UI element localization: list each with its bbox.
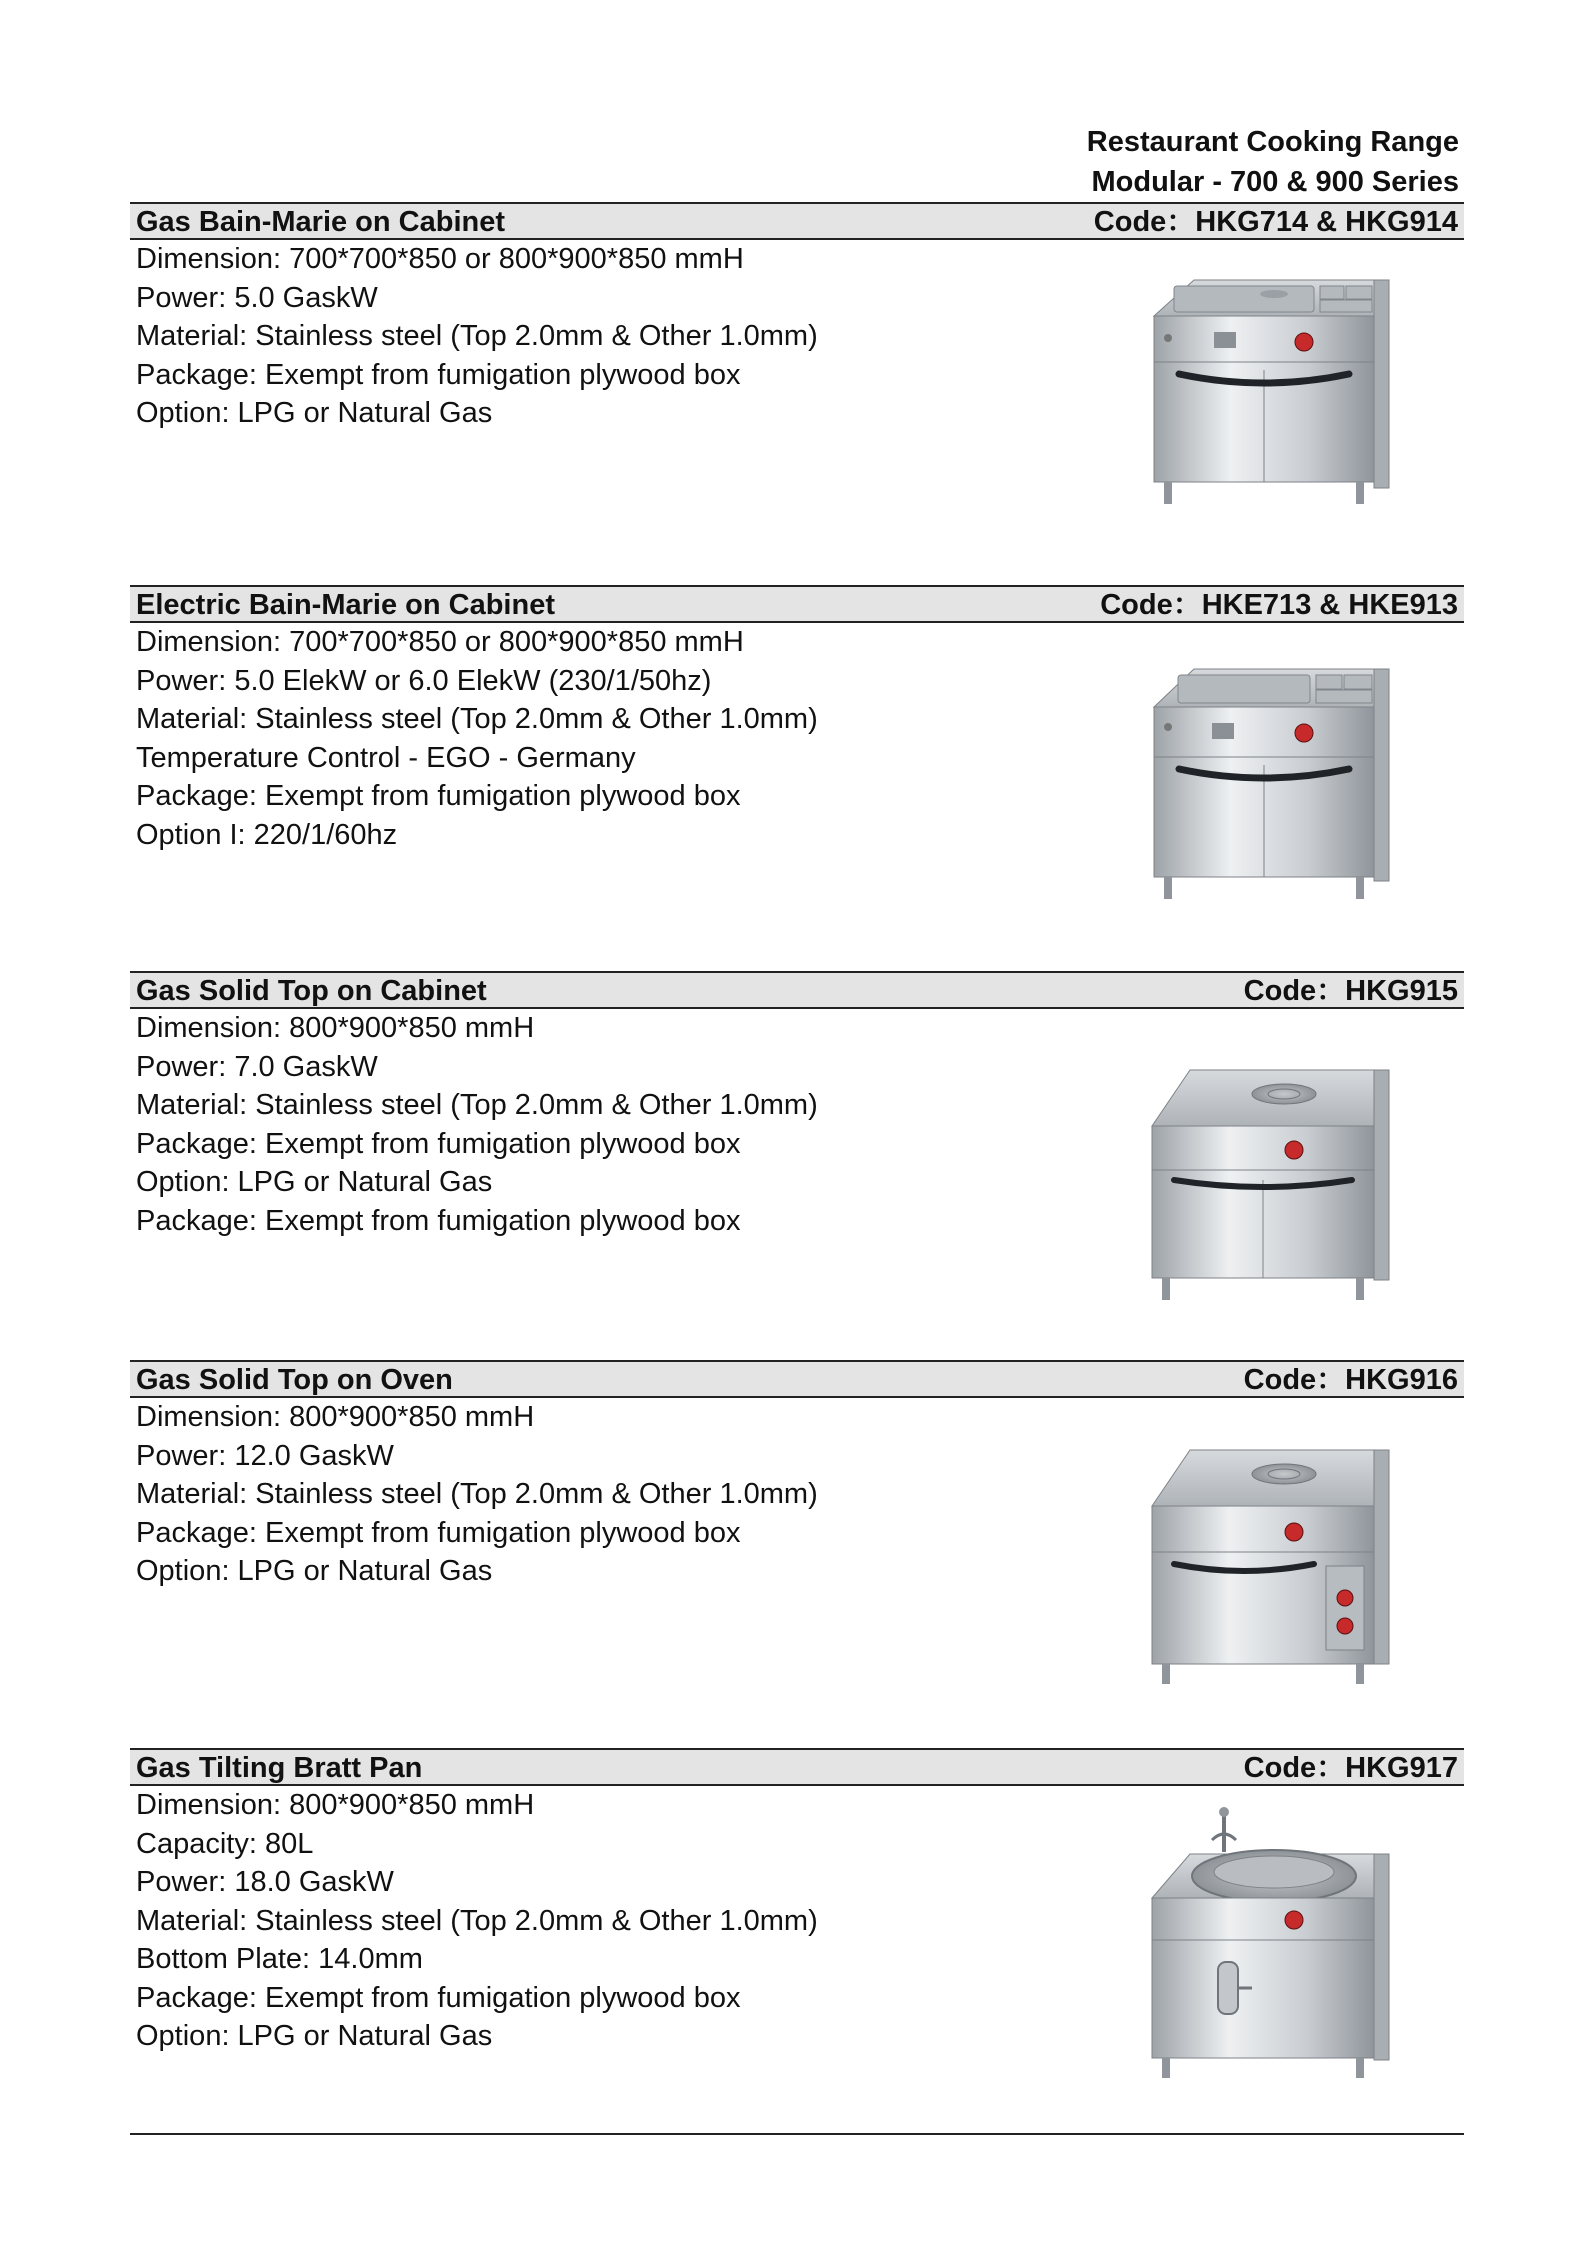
product-title: Electric Bain-Marie on Cabinet	[136, 589, 555, 621]
product-section-2	[130, 585, 1464, 854]
section-header-bar	[130, 202, 1464, 240]
section-header-bar	[130, 1360, 1464, 1398]
solid-top-oven-photo	[1134, 1426, 1394, 1726]
bottom-rule	[130, 2133, 1464, 2135]
spec-line: Power: 18.0 GaskW	[136, 1866, 394, 1898]
bain-marie-electric-photo	[1134, 655, 1394, 955]
spec-line: Material: Stainless steel (Top 2.0mm & Other 1.0mm)	[136, 1478, 818, 1510]
product-section-5	[130, 1748, 1464, 2056]
spec-line: Option: LPG or Natural Gas	[136, 1555, 493, 1587]
product-title: Gas Bain-Marie on Cabinet	[136, 206, 506, 238]
product-code: Code：HKE713 & HKE913	[1100, 589, 1458, 621]
product-section-4	[130, 1360, 1464, 1591]
spec-line: Capacity: 80L	[136, 1827, 314, 1860]
product-code: Code：HKG915	[1243, 975, 1458, 1007]
spec-line: Option: LPG or Natural Gas	[136, 2020, 493, 2052]
header-line-1: Restaurant Cooking Range	[1086, 126, 1459, 158]
product-code: Code：HKG916	[1243, 1364, 1458, 1396]
spec-line: Power: 5.0 ElekW or 6.0 ElekW (230/1/50hz)	[136, 664, 712, 697]
spec-line: Package: Exempt from fumigation plywood box	[136, 1516, 741, 1549]
spec-line: Option I: 220/1/60hz	[136, 818, 398, 851]
section-header-bar	[130, 1748, 1464, 1786]
spec-line: Package: Exempt from fumigation plywood box	[136, 780, 741, 812]
spec-line: Option: LPG or Natural Gas	[136, 1166, 493, 1198]
spec-line: Power: 12.0 GaskW	[136, 1439, 394, 1472]
spec-line: Material: Stainless steel (Top 2.0mm & Other 1.0mm)	[136, 1904, 818, 1937]
product-title: Gas Tilting Bratt Pan	[136, 1752, 423, 1784]
section-header-bar	[130, 585, 1464, 623]
solid-top-cabinet-photo	[1134, 1046, 1394, 1346]
tilting-bratt-pan-photo	[1134, 1806, 1394, 2106]
page-header	[1087, 122, 1459, 202]
spec-line: Dimension: 800*900*850 mmH	[136, 1789, 535, 1821]
spec-line: Material: Stainless steel (Top 2.0mm & Other 1.0mm)	[136, 1089, 818, 1121]
product-title: Gas Solid Top on Oven	[136, 1364, 453, 1396]
spec-line: Package: Exempt from fumigation plywood box	[136, 1204, 741, 1237]
product-section-1	[130, 202, 1464, 433]
spec-line: Material: Stainless steel (Top 2.0mm & Other 1.0mm)	[136, 703, 818, 735]
bain-marie-gas-photo	[1134, 270, 1394, 570]
spec-line: Power: 5.0 GaskW	[136, 281, 378, 314]
spec-line: Material: Stainless steel (Top 2.0mm & Other 1.0mm)	[136, 320, 818, 352]
spec-line: Bottom Plate: 14.0mm	[136, 1943, 423, 1975]
spec-line: Dimension: 800*900*850 mmH	[136, 1012, 535, 1044]
spec-line: Option: LPG or Natural Gas	[136, 397, 493, 429]
spec-line: Temperature Control - EGO - Germany	[136, 741, 636, 774]
spec-line: Package: Exempt from fumigation plywood box	[136, 358, 741, 391]
product-section-3	[130, 971, 1464, 1240]
spec-line: Dimension: 700*700*850 or 800*900*850 mmH	[136, 243, 744, 275]
product-code: Code：HKG917	[1243, 1752, 1458, 1784]
spec-line: Package: Exempt from fumigation plywood box	[136, 1127, 741, 1160]
section-header-bar	[130, 971, 1464, 1009]
spec-line: Dimension: 800*900*850 mmH	[136, 1401, 535, 1433]
spec-line: Dimension: 700*700*850 or 800*900*850 mmH	[136, 626, 744, 658]
product-code: Code：HKG714 & HKG914	[1093, 206, 1458, 238]
spec-line: Package: Exempt from fumigation plywood box	[136, 1981, 741, 2014]
header-line-2: Modular - 700 & 900 Series	[1091, 166, 1459, 198]
spec-line: Power: 7.0 GaskW	[136, 1050, 378, 1083]
product-title: Gas Solid Top on Cabinet	[136, 975, 487, 1007]
